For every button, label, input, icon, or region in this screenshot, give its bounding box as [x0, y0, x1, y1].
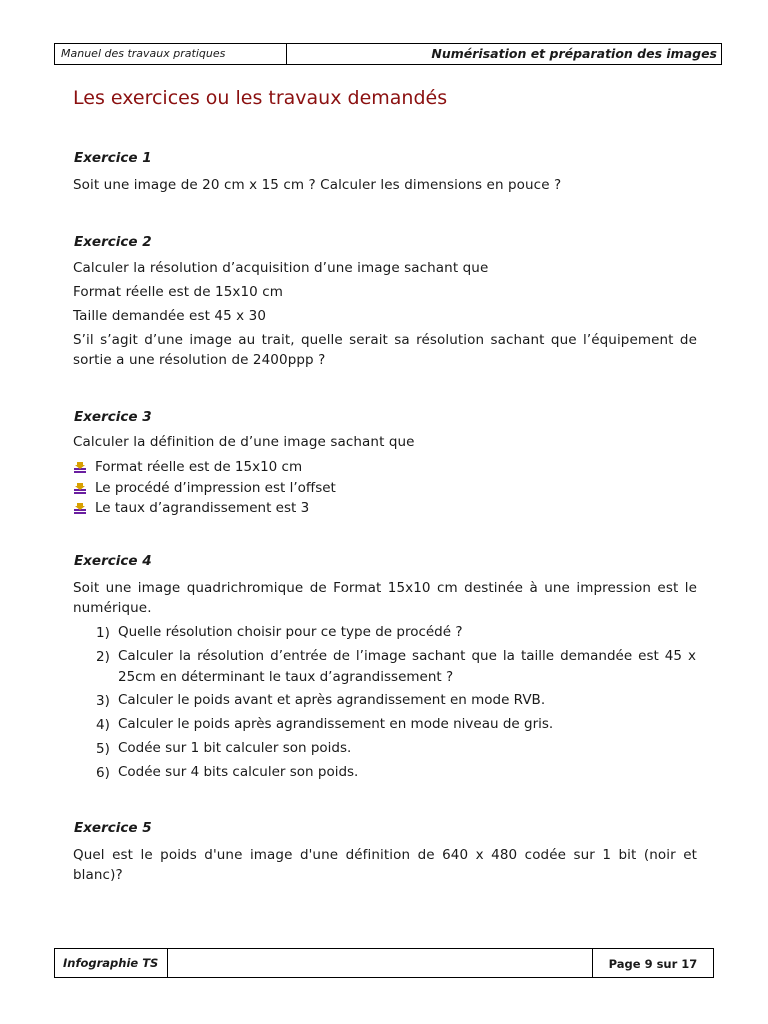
page-number: Page 9 sur 17 — [608, 957, 698, 971]
bullet-arrow-icon — [73, 460, 87, 474]
item-text: Codée sur 1 bit calculer son poids. — [118, 740, 352, 756]
bullet-text: Le taux d’agrandissement est 3 — [95, 500, 310, 517]
exercise-4-intro: Soit une image quadrichromique de Format 15x10 cm destinée à une impression est le numérique. — [73, 580, 697, 616]
exercise-5-text: Quel est le poids d'une image d'une définition de 640 x 480 codée sur 1 bit (noir et blanc)? — [73, 847, 697, 883]
exercise-3-intro: Calculer la définition de d’une image sachant que — [73, 434, 415, 450]
exercise-1-title: Exercice 1 — [74, 150, 152, 166]
footer-course-name: Infographie TS — [55, 949, 168, 977]
exercise-4-numbered-list — [96, 622, 696, 786]
exercise-1-text: Soit une image de 20 cm x 15 cm ? Calculer les dimensions en pouce ? — [73, 177, 562, 193]
page-title: Les exercices ou les travaux demandés — [73, 87, 448, 109]
list-item — [96, 762, 696, 784]
list-item — [96, 738, 696, 760]
item-text: Quelle résolution choisir pour ce type de procédé ? — [118, 624, 463, 640]
list-item — [73, 498, 336, 519]
exercise-2-line: Calculer la résolution d’acquisition d’une image sachant que — [73, 260, 489, 276]
list-item — [73, 478, 336, 499]
item-text: Calculer le poids après agrandissement en mode niveau de gris. — [118, 716, 554, 732]
exercise-5-title: Exercice 5 — [74, 820, 152, 836]
page-footer — [54, 948, 714, 978]
exercise-4-title: Exercice 4 — [74, 553, 152, 569]
list-item — [96, 646, 696, 688]
exercise-2-paragraph: S’il s’agit d’une image au trait, quelle serait sa résolution sachant que l’équipement de sortie a une résolution de 2400ppp ? — [73, 332, 697, 368]
exercise-2-line: Format réelle est de 15x10 cm — [73, 284, 284, 300]
list-item — [96, 690, 696, 712]
exercise-3-title: Exercice 3 — [74, 409, 152, 425]
bullet-text: Le procédé d’impression est l’offset — [95, 479, 336, 496]
exercise-3-bullet-list — [73, 457, 336, 519]
bullet-arrow-icon — [73, 501, 87, 515]
list-item — [96, 622, 696, 644]
item-number: 5) — [96, 741, 110, 757]
bullet-arrow-icon — [73, 481, 87, 495]
item-text: Calculer la résolution d’entrée de l’image sachant que la taille demandée est 45 x 25cm en déterminant le taux d’agrandissement ? — [118, 648, 696, 685]
item-number: 1) — [96, 625, 110, 641]
item-text: Codée sur 4 bits calculer son poids. — [118, 764, 359, 780]
item-number: 6) — [96, 765, 110, 781]
page-header — [54, 43, 722, 65]
list-item — [73, 457, 336, 478]
footer-empty-cell — [168, 949, 593, 977]
list-item — [96, 714, 696, 736]
exercise-2-title: Exercice 2 — [74, 234, 152, 250]
item-number: 3) — [96, 693, 110, 709]
item-number: 2) — [96, 649, 110, 665]
header-section-title: Numérisation et préparation des images — [431, 46, 717, 61]
item-number: 4) — [96, 717, 110, 733]
exercise-2-line: Taille demandée est 45 x 30 — [73, 308, 267, 324]
header-manual-title: Manuel des travaux pratiques — [55, 44, 287, 64]
bullet-text: Format réelle est de 15x10 cm — [95, 459, 303, 476]
item-text: Calculer le poids avant et après agrandissement en mode RVB. — [118, 692, 546, 708]
